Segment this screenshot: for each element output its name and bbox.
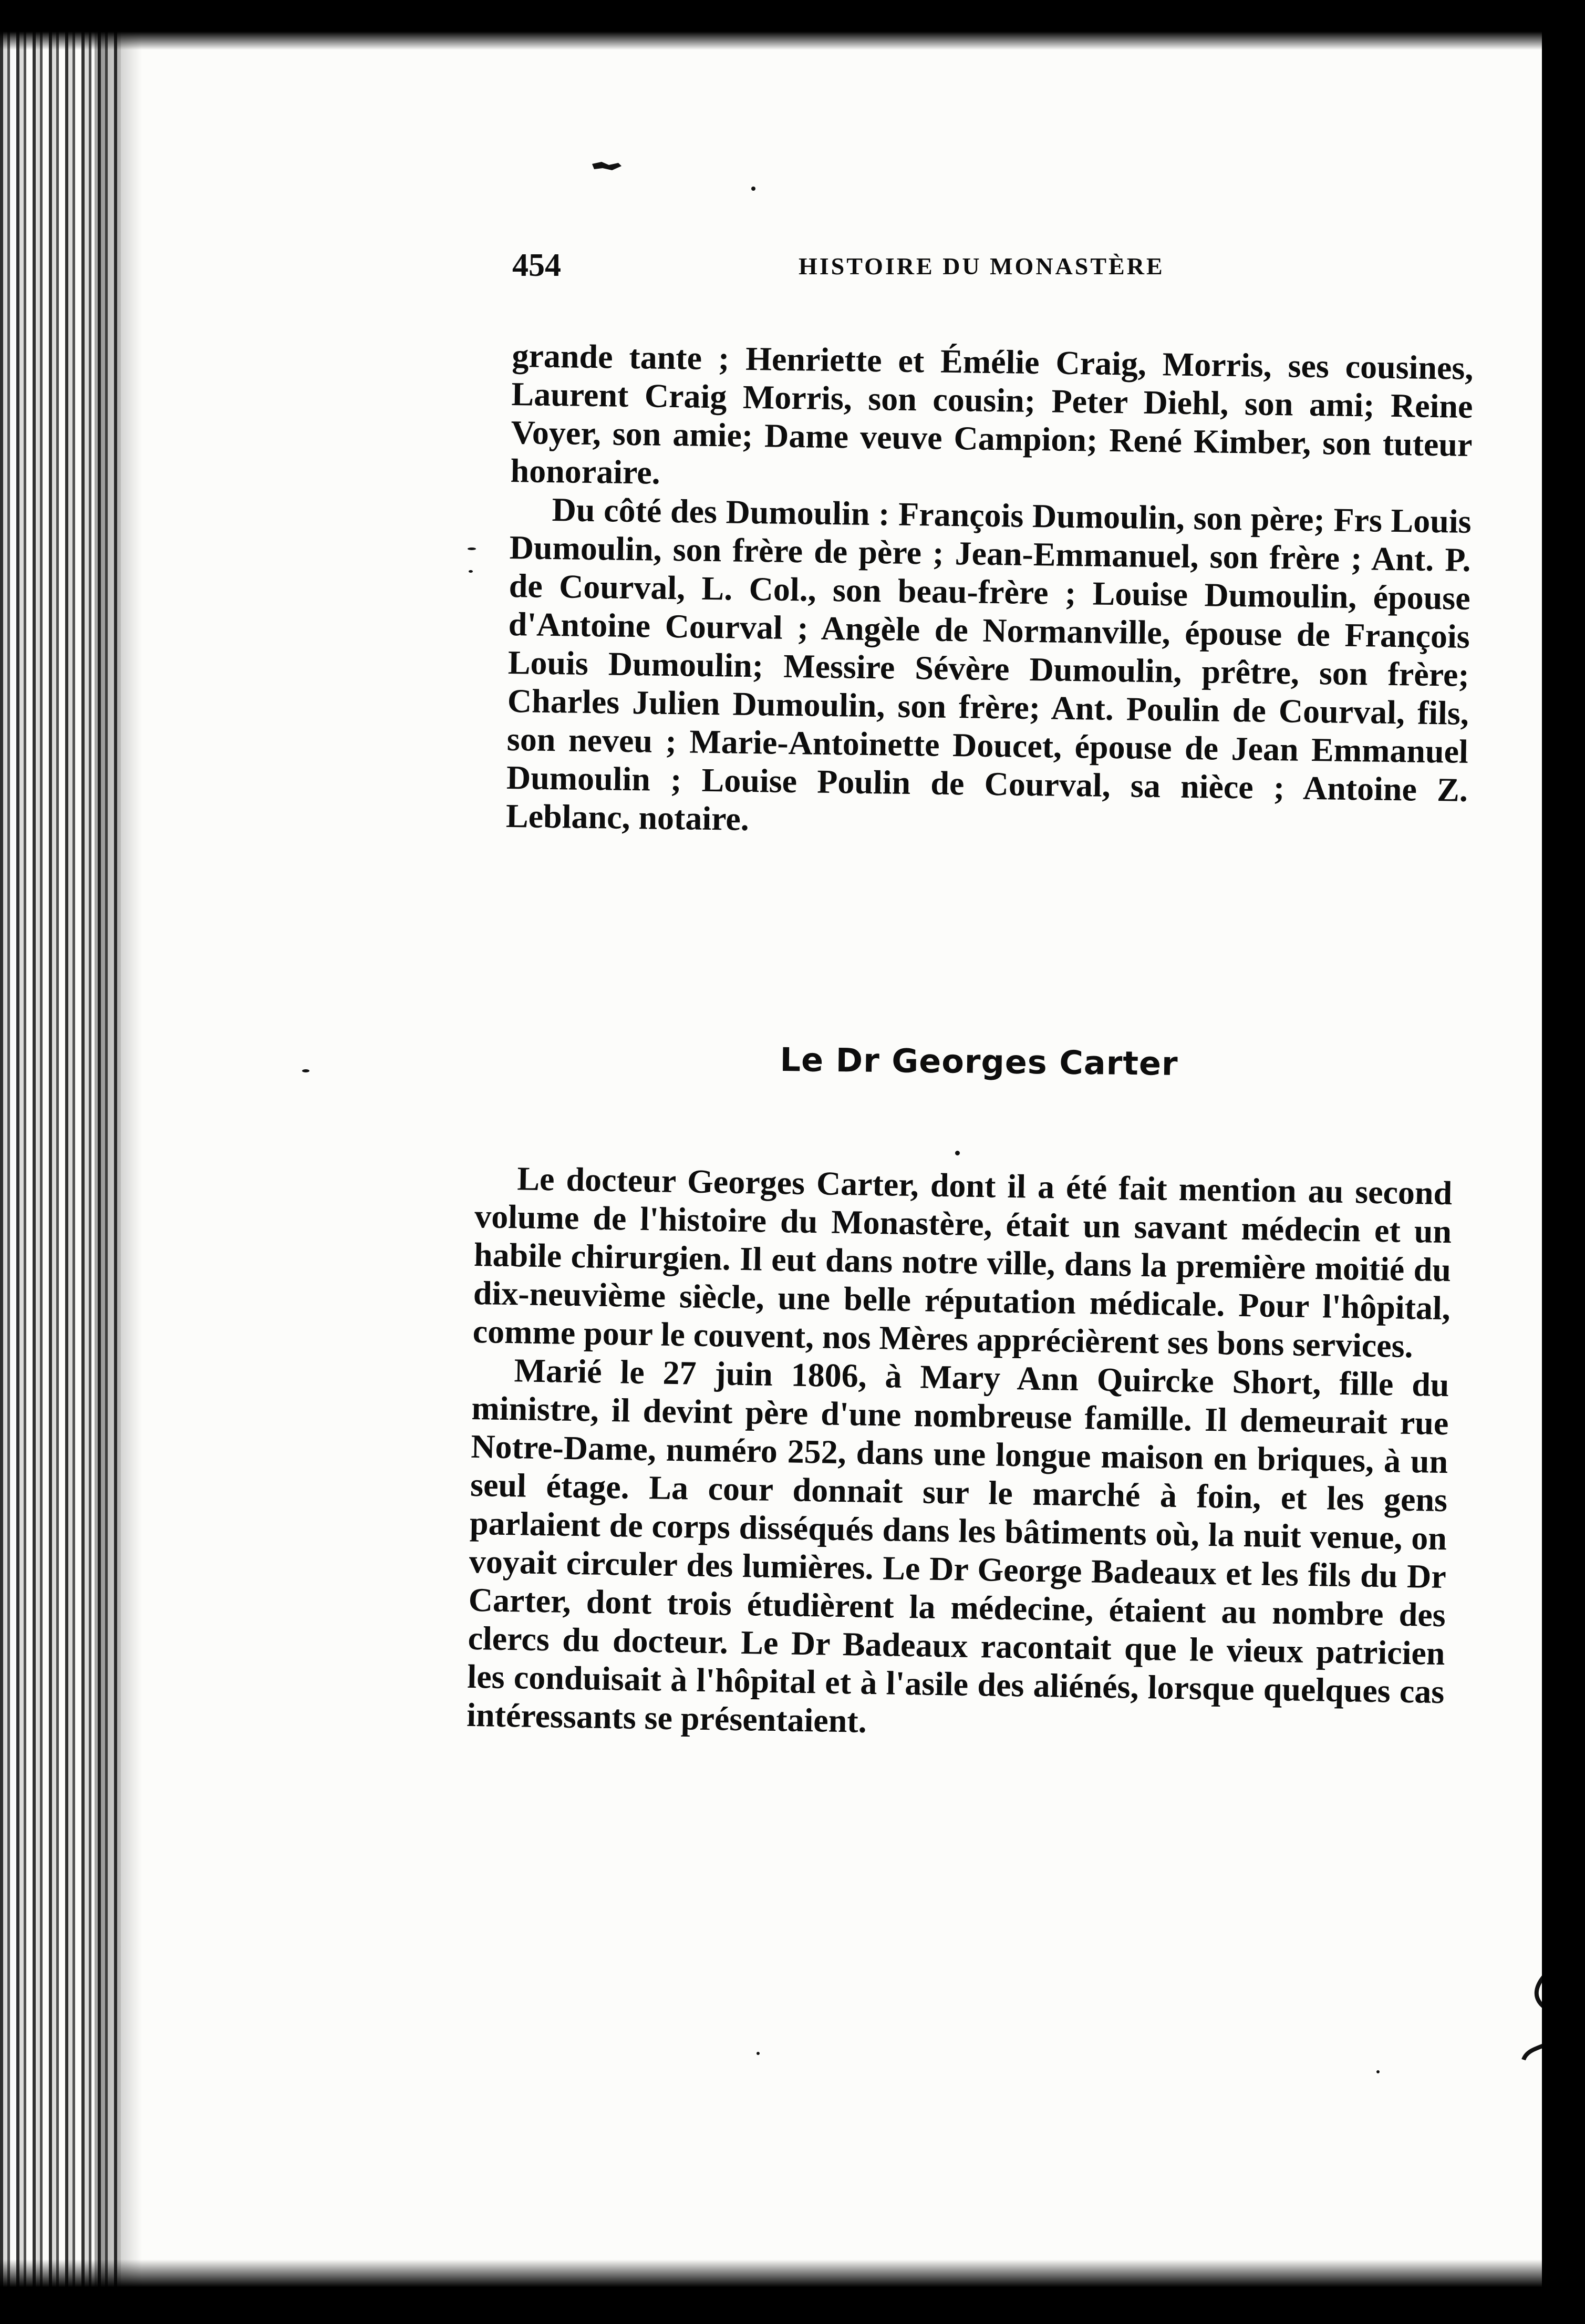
ink-mark-icon [591,159,623,173]
scan-speck [469,570,473,573]
scan-speck [955,1151,960,1155]
scan-speck [751,187,755,191]
section-title: Le Dr Georges Carter [780,1040,1178,1083]
running-head: HISTOIRE DU MONASTÈRE [799,253,1165,280]
page-header [512,247,1227,305]
scan-right-edge [1542,0,1585,2324]
section-text-block [467,1159,1453,1749]
page-number: 454 [512,247,561,283]
scan-speck [757,2052,760,2055]
paragraph: grande tante ; Henriette et Émélie Craig, Morris, ses cousines, Laurent Craig Morris, son cousin; Peter Diehl, son ami; Reine Voyer, son amie; Dame veuve Campion; René Kimber, son tuteur honoraire. [510,336,1474,491]
scan-speck [1376,2070,1380,2073]
scan-speck [468,548,476,550]
paragraph: Du côté des Dumoulin : François Dumoulin, son père; Frs Louis Dumoulin, son frère de père ; Jean-Emmanuel, son frère ; Ant. P. de Courval, L. Col., son beau-frère ; Louise Dumoulin, épouse d'Antoine Courval ; Angèle de Normanville, épouse de François Louis Dumoulin; Messire Sévère Dumoulin, prêtre, son frère; Charles Julien Dumoulin, son frère; Ant. Poulin de Courval, fils, son neveu ; Marie-Antoinette Doucet, épouse de Jean Emmanuel Dumoulin ; Louise Poulin de Courval, sa nièce ; Antoine Z. Leblanc, notaire. [505,491,1472,838]
paragraph: Marié le 27 juin 1806, à Mary Ann Quircke Short, fille du ministre, il devint père d'une nombreuse famille. Il demeurait rue Notre-Dame, numéro 252, dans une longue maison en briques, à un seul étage. La cour donnait sur le marché à foin, et les gens parlaient de corps disséqués dans les bâtiments où, la nuit venue, on voyait circuler des lumières. Le Dr George Badeaux et les fils du Dr Carter, dont trois étudièrent la médecine, étaient au nombre des clercs du docteur. Le Dr Badeaux racontait que le vieux patricien les conduisait à l'hôpital et à l'asile des aliénés, lorsque quelques cas intéressants se présentaient. [466,1351,1450,1740]
top-text-block [506,336,1474,848]
paragraph: Le docteur Georges Carter, dont il a été fait mention au second volume de l'histoire du Monastère, était un savant médecin et un habile chirurgien. Il eut dans notre ville, dans la première moitié du dix-neuvième siècle, une belle réputation médicale. Pour l'hôpital, comme pour le couvent, nos Mères apprécièrent ses bons services. [472,1160,1453,1365]
scan-bottom-edge [0,2259,1585,2324]
scan-top-edge [0,0,1585,50]
binding-shadow [95,0,142,2324]
scan-speck [302,1069,309,1072]
